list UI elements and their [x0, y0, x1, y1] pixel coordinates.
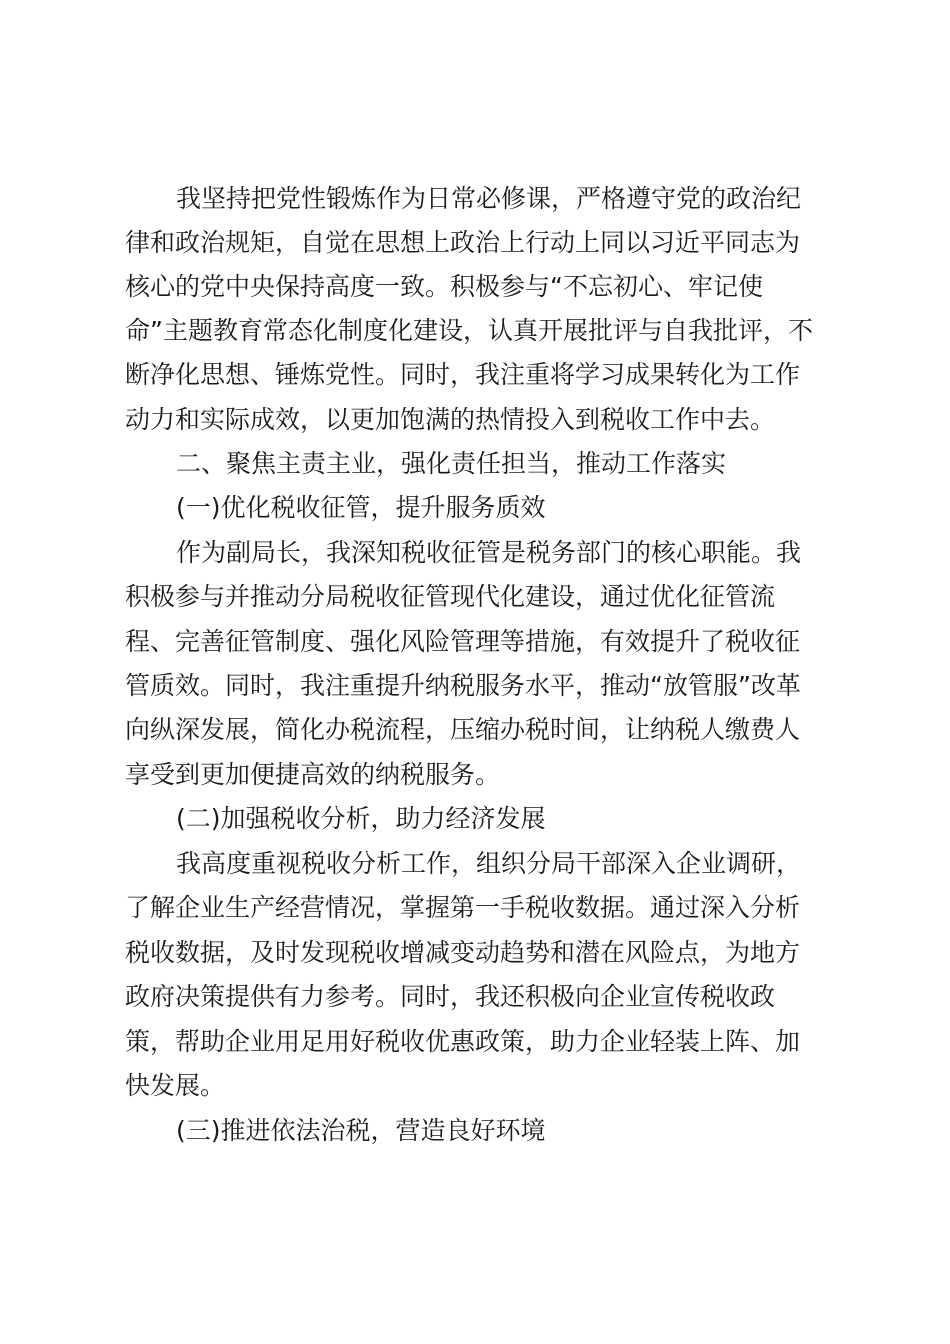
text-line: 税收数据，及时发现税收增减变动趋势和潜在风险点，为地方	[125, 938, 801, 967]
text-line: 我高度重视税收分析工作，组织分局干部深入企业调研，	[176, 849, 802, 878]
text-line: 命”主题教育常态化制度化建设，认真开展批评与自我批评，不	[125, 316, 813, 345]
text-line: 程、完善征管制度、强化风险管理等措施，有效提升了税收征	[125, 627, 801, 656]
text-line: 享受到更加便捷高效的纳税服务。	[125, 760, 501, 789]
text-line: 快发展。	[125, 1071, 226, 1100]
subsection-heading: (一)优化税收征管，提升服务质效	[176, 493, 546, 522]
text-line: 积极参与并推动分局税收征管现代化建设，通过优化征管流	[125, 582, 776, 611]
text-line: 政府决策提供有力参考。同时，我还积极向企业宣传税收政	[125, 982, 776, 1011]
subsection-heading: (二)加强税收分析，助力经济发展	[176, 804, 546, 833]
text-line: 断净化思想、锤炼党性。同时，我注重将学习成果转化为工作	[125, 360, 801, 389]
subsection-heading: (三)推进依法治税，营造良好环境	[176, 1116, 546, 1145]
text-line: 动力和实际成效，以更加饱满的热情投入到税收工作中去。	[125, 405, 776, 434]
text-line: 律和政治规矩，自觉在思想上政治上行动上同以习近平同志为	[125, 228, 801, 257]
text-line: 管质效。同时，我注重提升纳税服务水平，推动“放管服”改革	[125, 671, 801, 700]
text-line: 我坚持把党性锻炼作为日常必修课，严格遵守党的政治纪	[176, 184, 802, 213]
text-line: 了解企业生产经营情况，掌握第一手税收数据。通过深入分析	[125, 893, 801, 922]
section-heading: 二、聚焦主责主业，强化责任担当，推动工作落实	[176, 449, 727, 478]
text-line: 作为副局长，我深知税收征管是税务部门的核心职能。我	[176, 538, 802, 567]
text-line: 向纵深发展，简化办税流程，压缩办税时间，让纳税人缴费人	[125, 715, 801, 744]
text-line: 策，帮助企业用足用好税收优惠政策，助力企业轻装上阵、加	[125, 1027, 801, 1056]
text-line: 核心的党中央保持高度一致。积极参与“不忘初心、牢记使	[125, 272, 763, 301]
